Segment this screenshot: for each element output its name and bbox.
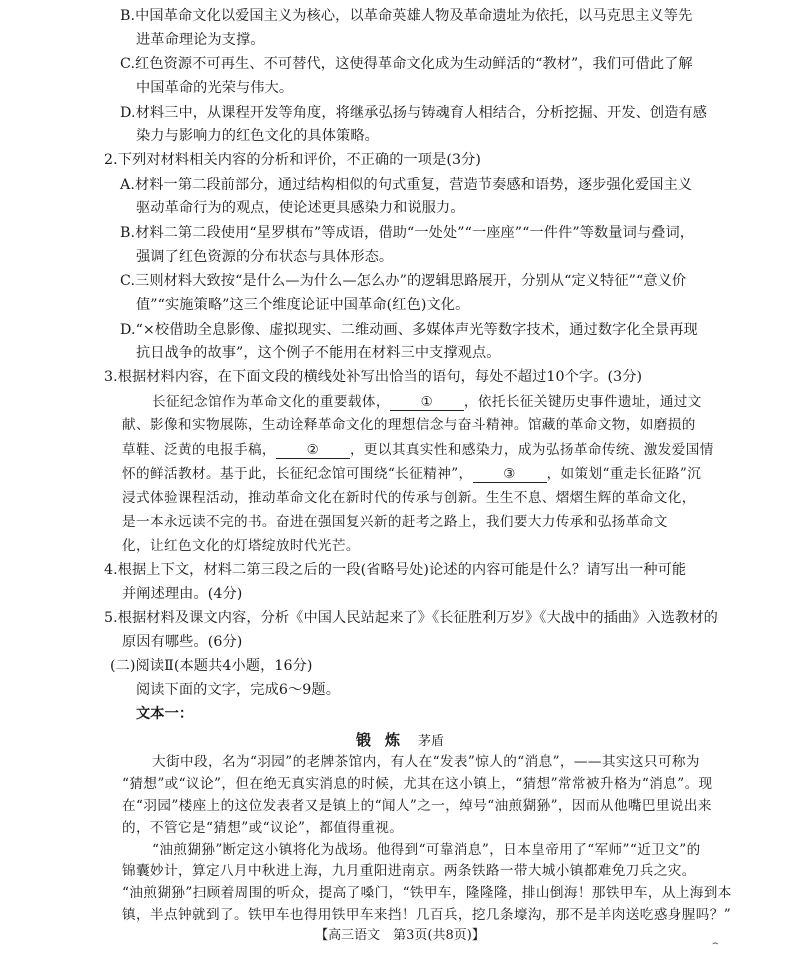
- passage-line-2: 献、影像和实物展陈，生动诠释革命文化的理想信念与奋斗精神。馆藏的革命文物，如磨损的: [122, 417, 696, 434]
- question-5-line-1: 5.根据材料及课文内容，分析《中国人民站起来了》《长征胜利万岁》《大战中的插曲》入选教材的: [104, 610, 718, 627]
- passage-text: ，依托长征关键历史事件遗址，通过文: [463, 393, 702, 410]
- option-d-line-1: D.材料三中，从课程开发等角度，将继承弘扬与铸魂育人相结合，分析挖掘、开发、创造有感: [120, 104, 708, 121]
- option-c-line-2: 中国革命的光荣与伟大。: [136, 80, 294, 96]
- corner-mark: ⌢: [712, 938, 719, 949]
- option-b-line-2: 进革命理论为支撑。: [136, 31, 265, 48]
- story-author: 茅盾: [418, 733, 445, 749]
- question-4-line-1: 4.根据上下文，材料二第三段之后的一段(省略号处)论述的内容可能是什么？请写出一种可能: [104, 562, 687, 579]
- story-title-text: 锻炼: [355, 730, 414, 749]
- option-c-line-1: C.红色资源不可再生、不可替代，这使得革命文化成为生动鲜活的“教材”，我们可借此了解: [120, 56, 693, 73]
- q2-option-a-line-1: A.材料一第二段前部分，通过结构相似的句式重复，营造节奏感和语势，逐步强化爱国主义: [120, 176, 693, 193]
- story-title: [0, 729, 800, 750]
- story-line-6: 锦囊妙计，算定八月中秋进上海，九月重阳进南京。两条铁路一带大城小镇都难免刀兵之灾。: [122, 863, 696, 880]
- q2-option-a-line-2: 驱动革命行为的观点，使论述更具感染力和说服力。: [136, 200, 465, 217]
- passage-text: 长征纪念馆作为革命文化的重要载体，: [152, 393, 390, 410]
- passage-line-6: 是一本永远读不完的书。奋进在强国复兴新的赶考之路上，我们要大力传承和弘扬革命文: [122, 513, 668, 530]
- passage-text: 草鞋、泛黄的电报手稿，: [122, 441, 276, 458]
- q2-option-c-line-2: 值”“实施策略”这三个维度论证中国革命(红色)文化。: [136, 296, 470, 313]
- passage-line-7: 化，让红色文化的灯塔绽放时代光芒。: [122, 537, 360, 554]
- story-line-4: 的，不管它是“猜想”或“议论”，都值得重视。: [122, 819, 404, 836]
- passage-line-5: 浸式体验课程活动，推动革命文化在新时代的传承与创新。生生不息、熠熠生辉的革命文化，: [122, 490, 696, 507]
- page-footer: 【高三语文 第3页(共8页)】: [315, 927, 485, 943]
- story-line-5: “油煎猢狲”断定这小镇将化为战场。他得到“可靠消息”，日本皇帝用了“军师”“近卫文”的: [152, 841, 701, 858]
- text-one-label: 文本一：: [136, 706, 194, 723]
- question-2: 2.下列对材料相关内容的分析和评价，不正确的一项是(3分): [104, 152, 482, 168]
- story-line-8: 镇，半点钟就到了。铁甲车也得用铁甲车来挡！几百兵，挖几条壕沟，那不是羊肉送吃惑身腥吗？”: [122, 906, 732, 923]
- question-3: 3.根据材料内容，在下面文段的横线处补写出恰当的语句，每处不超过10个字。(3分): [104, 368, 643, 385]
- q2-option-d-line-1: D.“×校借助全息影像、虚拟现实、二维动画、多媒体声光等数字技术，通过数字化全景再现: [120, 321, 698, 338]
- question-5-line-2: 原因有哪些。(6分): [122, 634, 243, 651]
- story-line-2: “猜想”或“议论”，但在绝无真实消息的时候，尤其在这小镇上，“猜想”常常被升格为“消息”。现: [122, 776, 713, 793]
- reading-instruction: 阅读下面的文字，完成6～9题。: [136, 682, 340, 699]
- passage-text: ，更以其真实性和感染力，成为弘扬革命传统、激发爱国情: [349, 441, 714, 458]
- passage-text: 怀的鲜活教材。基于此，长征纪念馆可围绕“长征精神”，: [122, 465, 473, 482]
- q2-option-b-line-2: 强调了红色资源的分布状态与具体形态。: [136, 248, 394, 265]
- question-4-line-2: 并阐述理由。(4分): [122, 585, 243, 602]
- q2-option-c-line-1: C.三则材料大致按“是什么—为什么—怎么办”的逻辑思路展开，分别从“定义特征”“意义价: [120, 273, 687, 290]
- section-heading: (二)阅读Ⅱ(本题共4小题，16分): [110, 657, 313, 674]
- blank-3[interactable]: ③: [473, 466, 547, 483]
- passage-line-4: [122, 464, 701, 484]
- story-line-3: 在“羽园”楼座上的这位发表者又是镇上的“闻人”之一，绰号“油煎猢狲”，因而从他嘴巴里说出来: [122, 797, 712, 814]
- q2-option-b-line-1: B.材料二第二段使用“星罗棋布”等成语，借助“一处处”“一座座”“一件件”等数量词与叠词，: [120, 224, 695, 241]
- story-line-7: “油煎猢狲”扫顾着周围的听众，提高了嗓门，“铁甲车，隆隆隆，排山倒海！那铁甲车，从上海到本: [122, 885, 732, 902]
- blank-1[interactable]: ①: [390, 394, 464, 411]
- passage-line-3: [122, 440, 714, 460]
- passage-line-1: [152, 392, 702, 412]
- q2-option-d-line-2: 抗日战争的故事”，这个例子不能用在材料三中支撑观点。: [136, 345, 501, 362]
- passage-text: ，如策划“重走长征路”沉: [546, 465, 702, 482]
- blank-2[interactable]: ②: [276, 442, 350, 459]
- story-line-1: 大街中段，名为“羽园”的老牌茶馆内，有人在“发表”惊人的“消息”，——其实这只可称为: [152, 754, 700, 771]
- option-b-line-1: B.中国革命文化以爱国主义为核心，以革命英雄人物及革命遗址为依托，以马克思主义等先: [120, 8, 693, 24]
- option-d-line-2: 染力与影响力的红色文化的具体策略。: [136, 128, 379, 145]
